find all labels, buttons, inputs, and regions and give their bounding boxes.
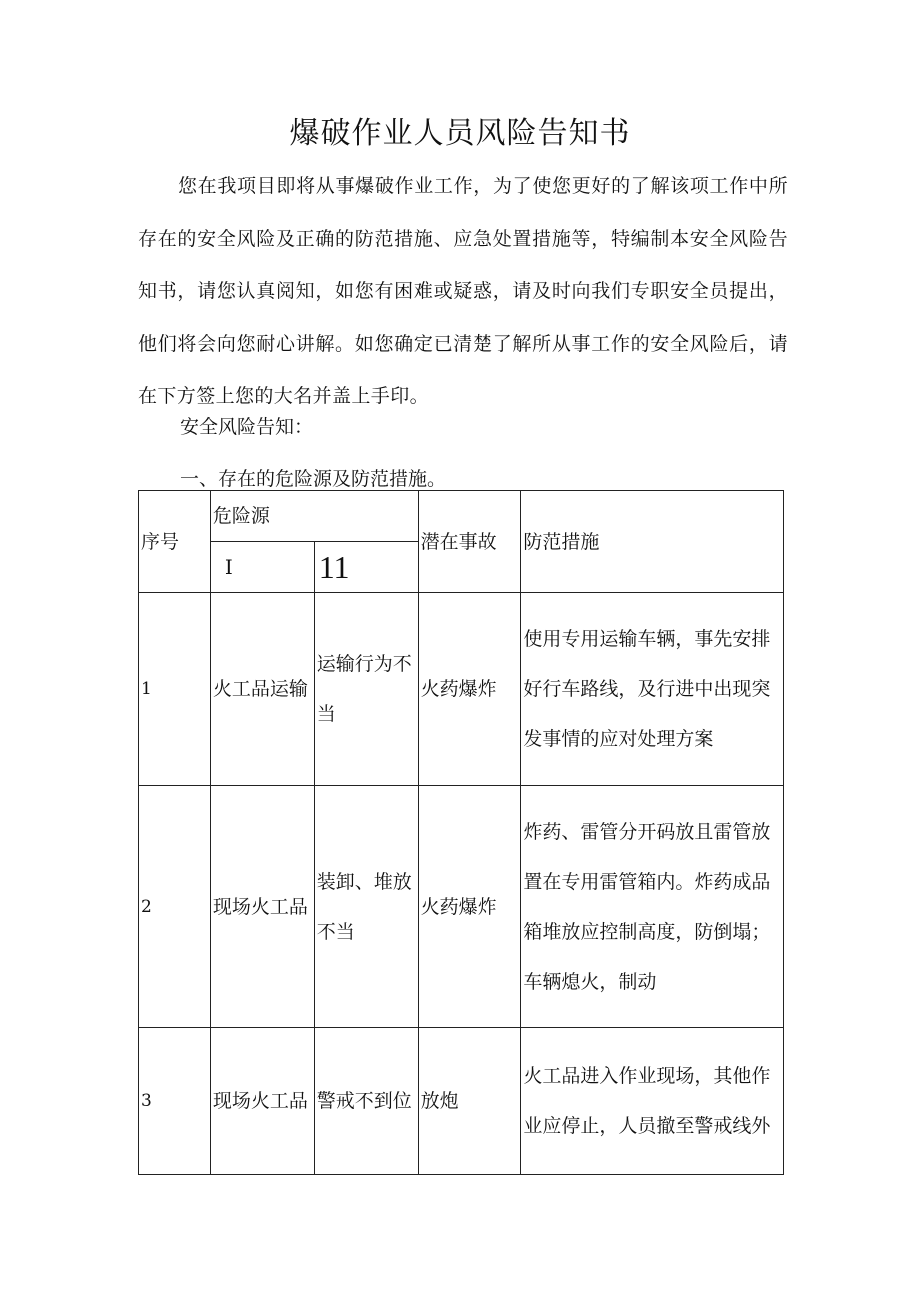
subsection-label: 一、存在的危险源及防范措施。 <box>180 468 447 490</box>
row-accident: 放炮 <box>418 1028 521 1175</box>
row-hazard-1: 现场火工品 <box>210 1028 314 1175</box>
row-hazard-2: 装卸、堆放不当 <box>314 786 418 1028</box>
document-title: 爆破作业人员风险告知书 <box>289 116 631 151</box>
row-hazard-2: 运输行为不当 <box>314 593 418 786</box>
row-hazard-1: 现场火工品 <box>210 786 314 1028</box>
header-accident: 潜在事故 <box>418 491 521 593</box>
row-hazard-1: 火工品运输 <box>210 593 314 786</box>
header-hazard: 危险源 <box>210 491 418 542</box>
row-no: 1 <box>139 593 211 786</box>
row-no: 3 <box>139 1028 211 1175</box>
row-no: 2 <box>139 786 211 1028</box>
row-hazard-2: 警戒不到位 <box>314 1028 418 1175</box>
row-measures: 炸药、雷管分开码放且雷管放置在专用雷管箱内。炸药成品箱堆放应控制高度，防倒塌；车辆熄火，制动 <box>521 786 784 1028</box>
table-row <box>139 1028 784 1175</box>
row-measures: 使用专用运输车辆，事先安排好行车路线，及行进中出现突发事情的应对处理方案 <box>521 593 784 786</box>
header-sub1: I <box>210 542 314 593</box>
hazard-table <box>138 490 784 1175</box>
intro-paragraph: 您在我项目即将从事爆破作业工作，为了使您更好的了解该项工作中所存在的安全风险及正确的防范措施、应急处置措施等，特编制本安全风险告知书，请您认真阅知，如您有困难或疑惑，请及时向我们专职安全员提出，他们将会向您耐心讲解。如您确定已清楚了解所从事工作的安全风险后，请在下方签上您的大名并盖上手印。 <box>138 175 788 407</box>
header-measures: 防范措施 <box>521 491 784 593</box>
table-header-row <box>139 491 784 542</box>
table-row <box>139 593 784 786</box>
section-label: 安全风险告知： <box>180 416 314 438</box>
header-sub2: 11 <box>314 542 418 593</box>
row-accident: 火药爆炸 <box>418 593 521 786</box>
header-no: 序号 <box>139 491 211 593</box>
row-measures: 火工品进入作业现场，其他作业应停止，人员撤至警戒线外 <box>521 1028 784 1175</box>
table-row <box>139 786 784 1028</box>
row-accident: 火药爆炸 <box>418 786 521 1028</box>
